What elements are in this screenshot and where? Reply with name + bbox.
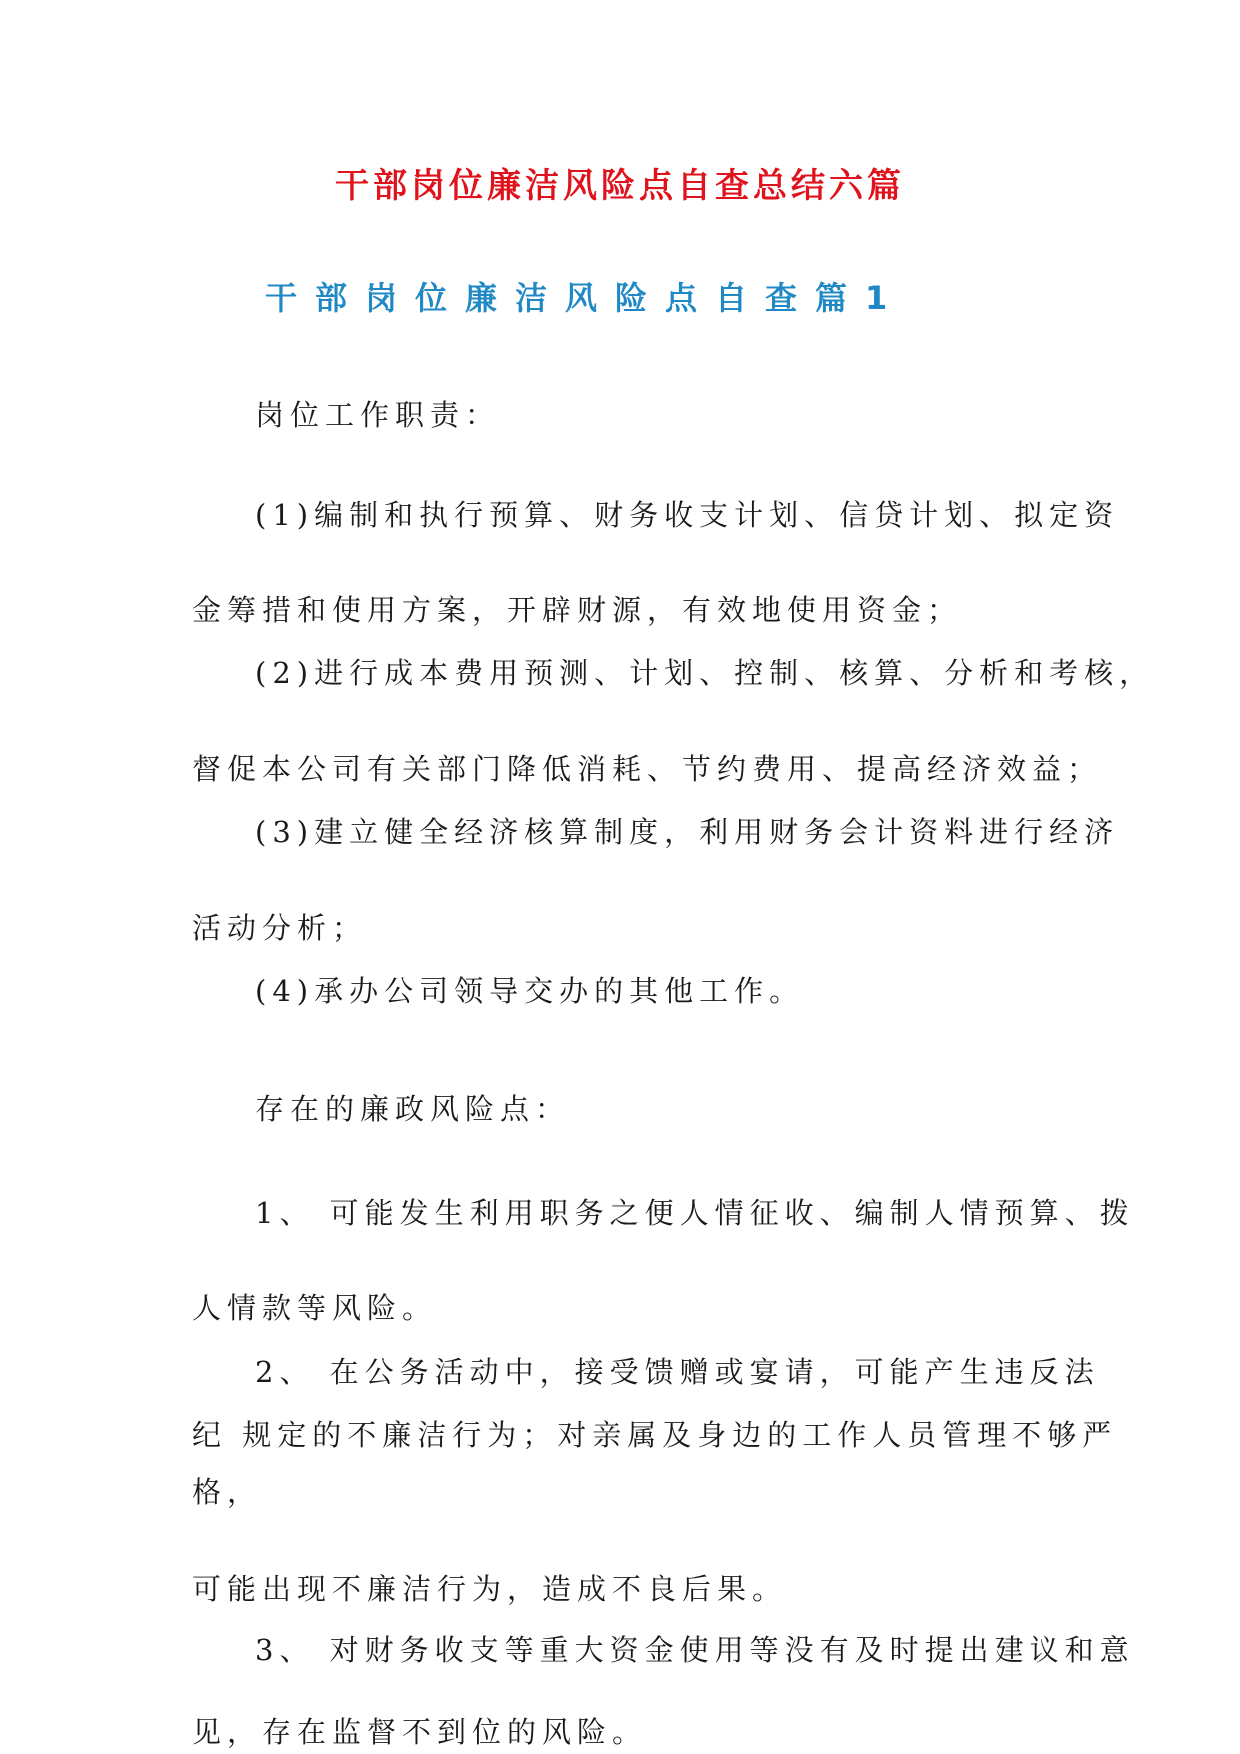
paragraph-line: 活动分析； — [192, 911, 368, 945]
paragraph-line: (4)承办公司领导交办的其他工作。 — [255, 974, 805, 1008]
paragraph-line: 纪 规定的不廉洁行为；对亲属及身边的工作人员管理不够严 — [192, 1418, 1118, 1452]
paragraph-line: 金筹措和使用方案，开辟财源，有效地使用资金； — [192, 593, 963, 627]
paragraph-line: 格， — [192, 1475, 263, 1509]
paragraph-line: (2)进行成本费用预测、计划、控制、核算、分析和考核， — [255, 656, 1155, 690]
paragraph-line: 督促本公司有关部门降低消耗、节约费用、提高经济效益； — [192, 752, 1103, 786]
paragraph-line: 1、 可能发生利用职务之便人情征收、编制人情预算、拨 — [255, 1196, 1135, 1230]
paragraph-line: 见，存在监督不到位的风险。 — [192, 1715, 648, 1749]
paragraph-line: 3、 对财务收支等重大资金使用等没有及时提出建议和意 — [255, 1633, 1135, 1667]
paragraph-line: (3)建立健全经济核算制度，利用财务会计资料进行经济 — [255, 815, 1120, 849]
paragraph-line: 2、 在公务活动中，接受馈赠或宴请，可能产生违反法 — [255, 1355, 1100, 1389]
paragraph-line: 人情款等风险。 — [192, 1291, 438, 1325]
paragraph-line: 岗位工作职责： — [255, 398, 501, 432]
paragraph-line: 可能出现不廉洁行为，造成不良后果。 — [192, 1572, 788, 1606]
document-title: 干部岗位廉洁风险点自查总结六篇 — [335, 166, 905, 206]
paragraph-line: (1)编制和执行预算、财务收支计划、信贷计划、拟定资 — [255, 498, 1120, 532]
paragraph-line: 存在的廉政风险点： — [255, 1092, 571, 1126]
section-title: 干部岗位廉洁风险点自查篇1 — [265, 279, 906, 317]
